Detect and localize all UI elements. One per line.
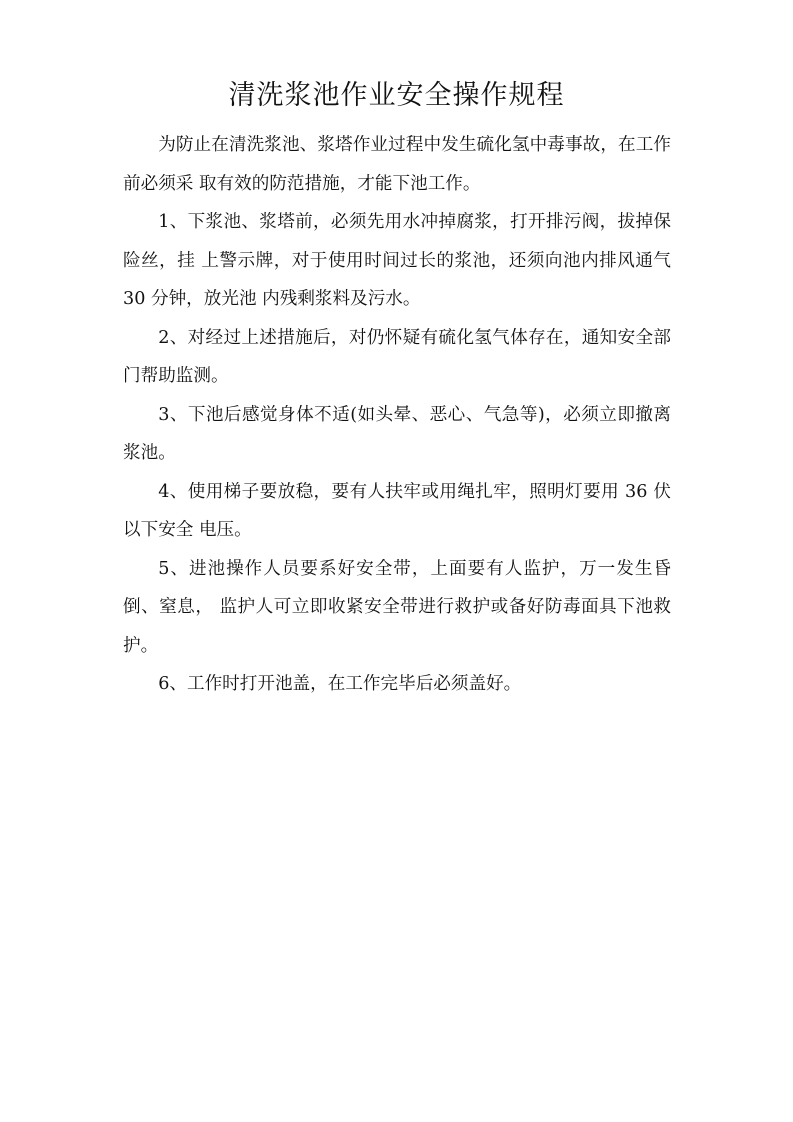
rule-3-paragraph: 3、下池后感觉身体不适(如头晕、恶心、气急等)，必须立即撤离浆池。 — [123, 404, 671, 463]
rule-4-paragraph: 4、使用梯子要放稳，要有人扶牢或用绳扎牢，照明灯要用 36 伏以下安全 电压。 — [123, 481, 671, 540]
document-title: 清洗浆池作业安全操作规程 — [228, 80, 565, 111]
rule-2-paragraph: 2、对经过上述措施后，对仍怀疑有硫化氢气体存在，通知安全部门帮助监测。 — [123, 327, 671, 386]
document-body — [123, 126, 671, 704]
rule-6-paragraph: 6、工作时打开池盖，在工作完毕后必须盖好。 — [158, 674, 522, 694]
rule-1-paragraph: 1、下浆池、浆塔前，必须先用水冲掉腐浆，打开排污阀，拔掉保险丝，挂 上警示牌，对于使用时间过长的浆池，还须向池内排风通气 30 分钟，放光池 内残剩浆料及污水。 — [123, 212, 671, 309]
intro-paragraph: 为防止在清洗浆池、浆塔作业过程中发生硫化氢中毒事故，在工作前必须采 取有效的防范措施，才能下池工作。 — [123, 135, 671, 194]
rule-5-paragraph: 5、进池操作人员要系好安全带，上面要有人监护，万一发生昏倒、窒息， 监护人可立即收紧安全带进行救护或备好防毒面具下池救护。 — [123, 558, 671, 656]
